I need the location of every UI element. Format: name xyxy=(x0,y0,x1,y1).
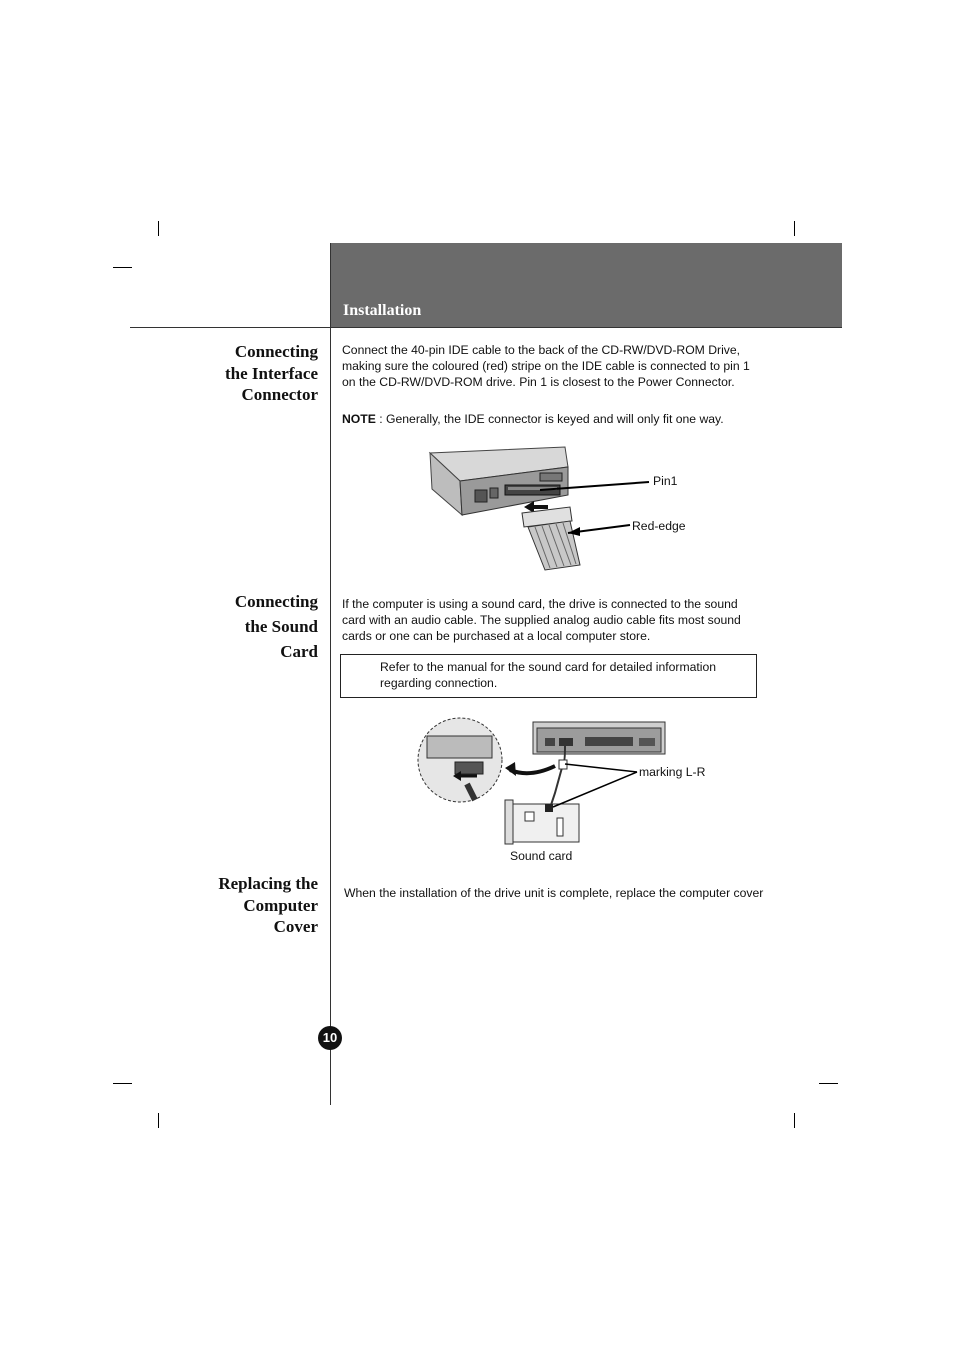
crop-mark xyxy=(819,1083,838,1084)
column-rule xyxy=(330,243,331,1105)
replacing-cover-body-text: When the installation of the drive unit is complete, replace the computer cover xyxy=(344,886,764,900)
pin1-label: Pin1 xyxy=(653,474,678,488)
note-label: NOTE xyxy=(342,412,376,426)
interface-body-text: Connect the 40-pin IDE cable to the back of the CD-RW/DVD-ROM Drive, making sure the coloured (red) stripe on the IDE cable is connected to pin 1 on the CD-RW/DVD-ROM drive. Pin 1 is closest to the Power Connector. xyxy=(342,343,750,389)
page-number-badge: 10 xyxy=(318,1026,342,1050)
ide-connection-illustration xyxy=(420,445,710,575)
reference-note-text: Refer to the manual for the sound card for detailed information regarding connection. xyxy=(380,660,717,690)
sound-card-label: Sound card xyxy=(510,849,573,863)
header-rule xyxy=(130,327,842,328)
interface-note xyxy=(342,411,762,427)
crop-mark xyxy=(794,1113,795,1128)
marking-label: marking L-R xyxy=(639,765,706,779)
crop-mark xyxy=(158,221,159,236)
note-text: : Generally, the IDE connector is keyed and will only fit one way. xyxy=(375,412,724,426)
sound-card-body-text: If the computer is using a sound card, the drive is connected to the sound card with an audio cable. The supplied analog audio cable fits most sound cards or one can be purchased at a local computer store. xyxy=(342,597,741,643)
reference-note-box xyxy=(340,654,757,698)
heading-interface-connector: Connecting the Interface Connector xyxy=(225,342,318,404)
sound-card-illustration xyxy=(415,718,715,848)
crop-mark xyxy=(113,267,132,268)
section-title: Installation xyxy=(343,302,422,319)
crop-mark xyxy=(158,1113,159,1128)
crop-mark xyxy=(794,221,795,236)
heading-sound-card: Connecting the Sound Card xyxy=(234,592,318,661)
crop-mark xyxy=(113,1083,132,1084)
red-edge-label: Red-edge xyxy=(632,519,686,533)
heading-replacing-cover: Replacing the Computer Cover xyxy=(218,874,318,936)
